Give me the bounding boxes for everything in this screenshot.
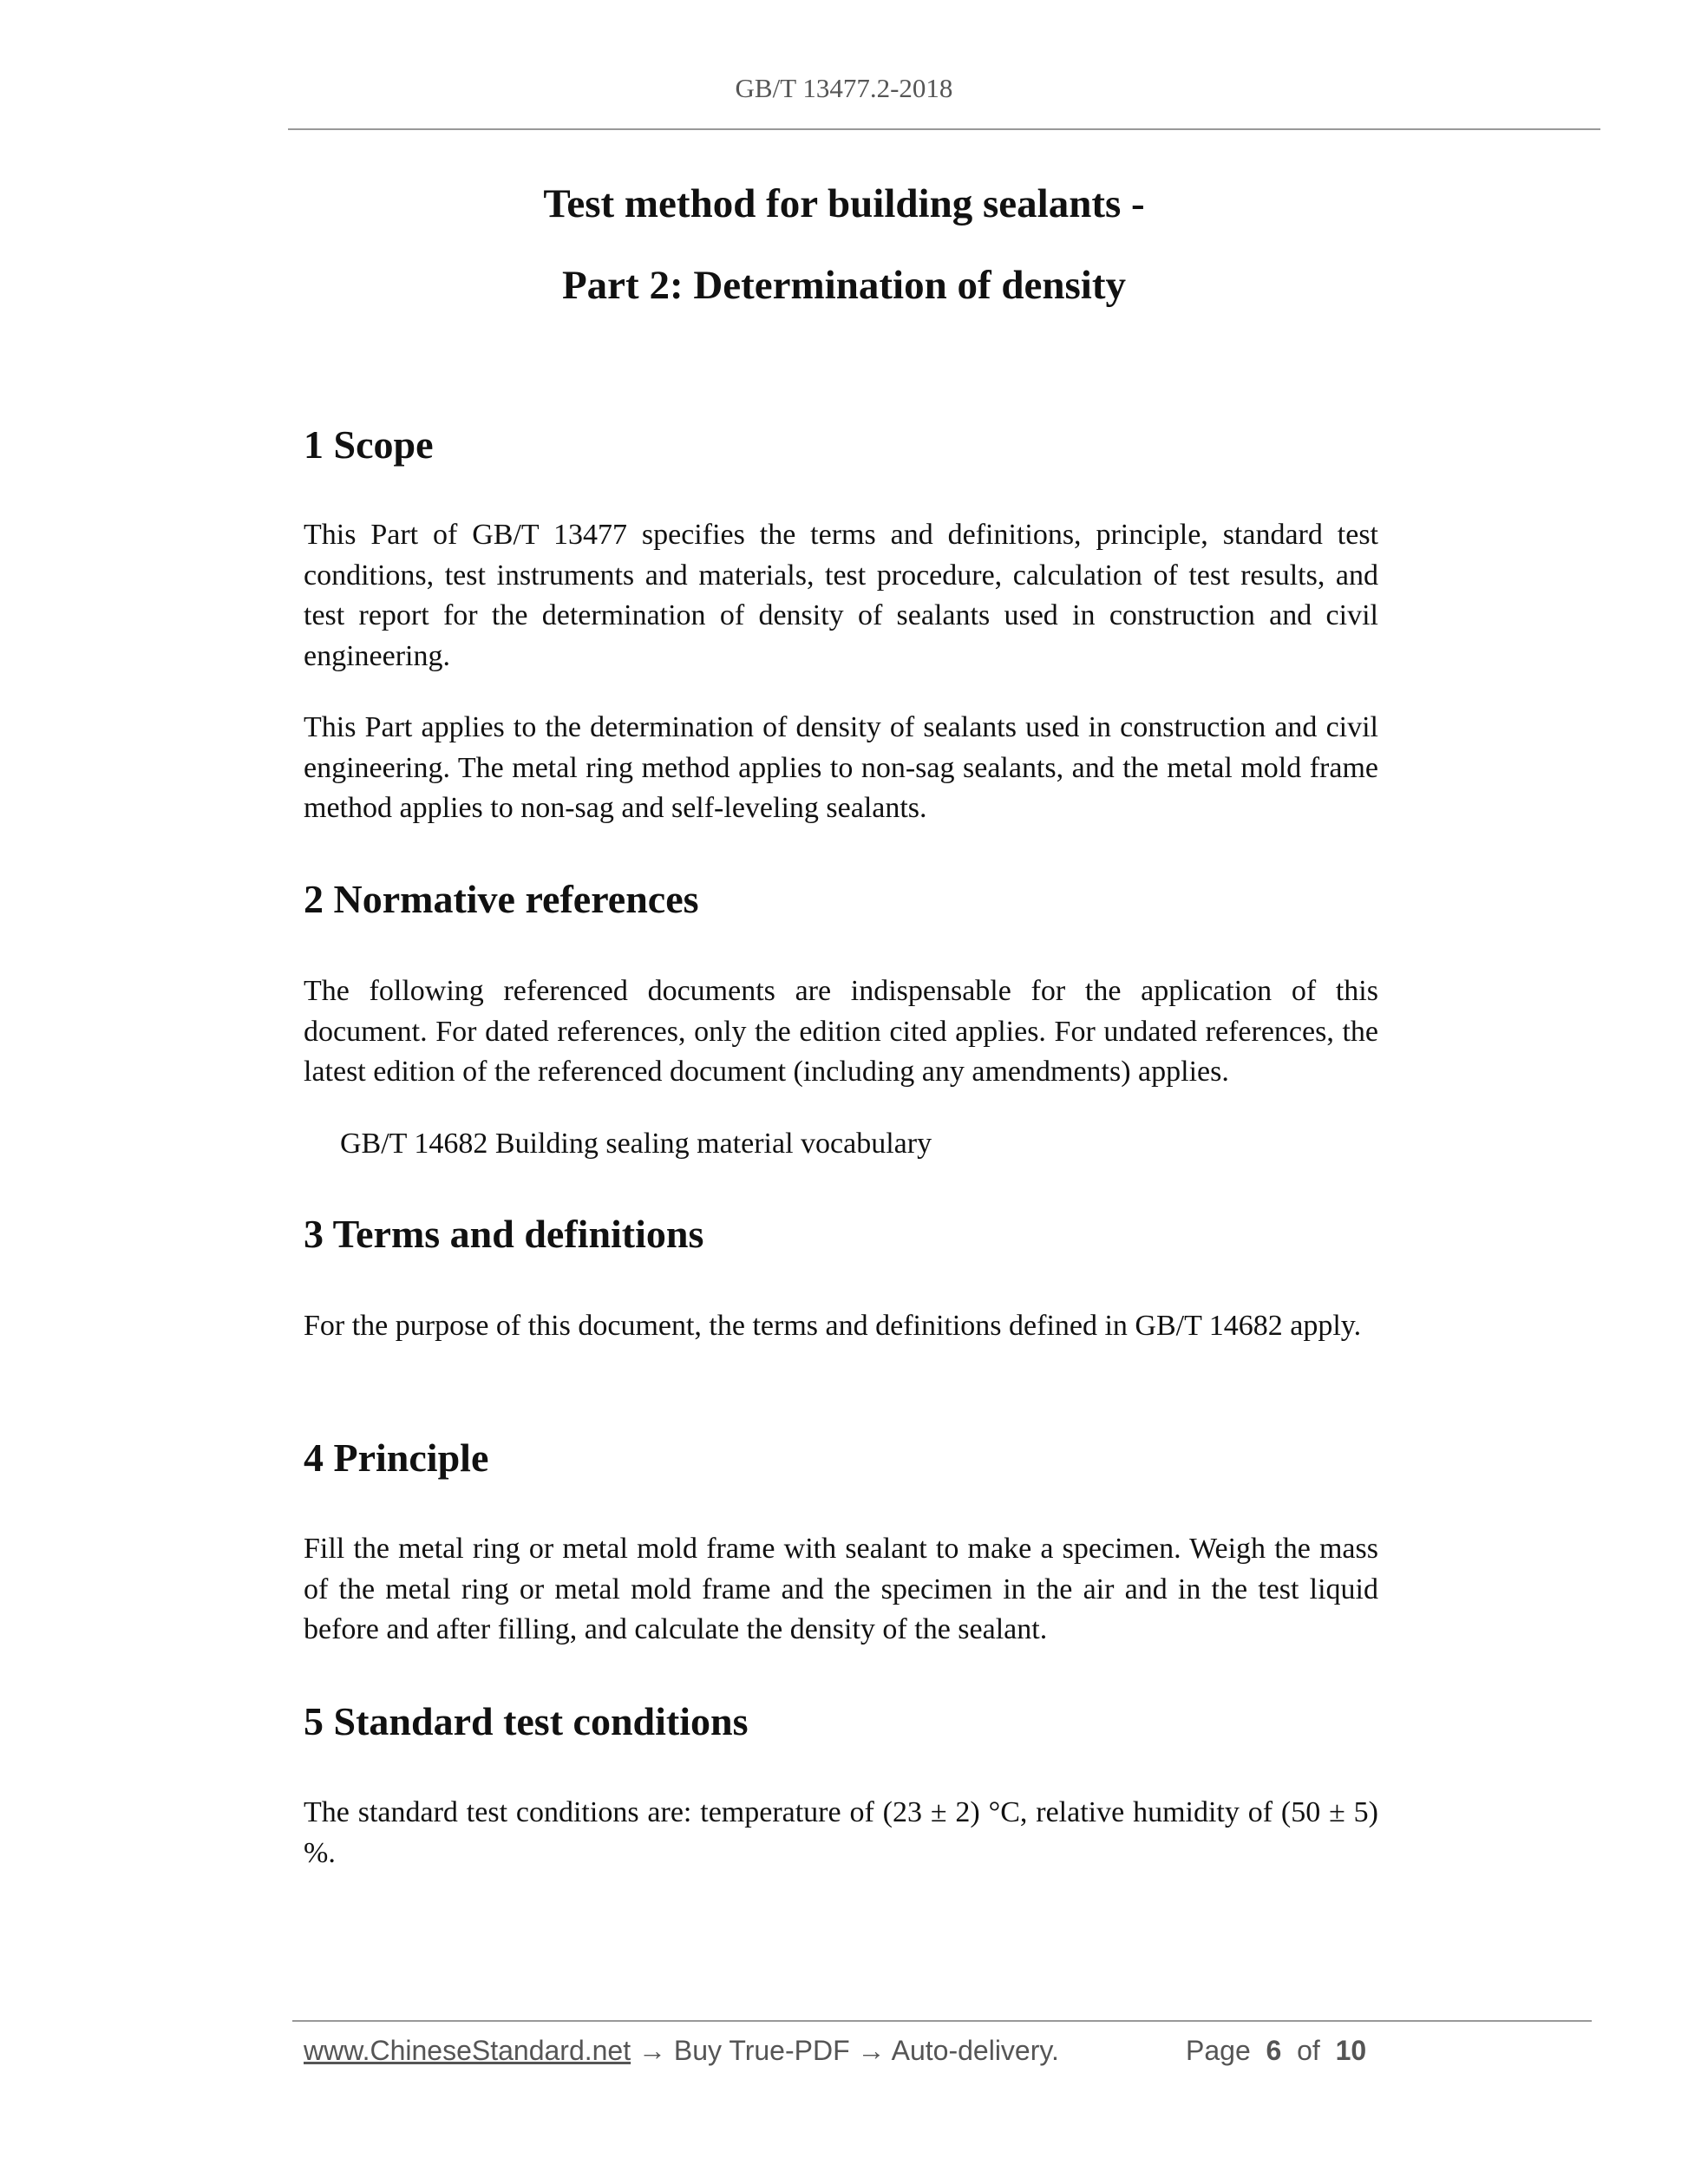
section-heading-normative-references: 2 Normative references xyxy=(304,877,699,921)
page-current: 6 xyxy=(1266,2035,1282,2066)
principle-paragraph: Fill the metal ring or metal mold frame with sealant to make a specimen. Weigh the mass of the metal ring or metal mold frame and the specimen in the air and in the test liquid before and after filling, and calculate the density of the sealant. xyxy=(304,1533,1378,1645)
section-heading-terms: 3 Terms and definitions xyxy=(304,1212,704,1256)
scope-paragraph-1: This Part of GB/T 13477 specifies the terms and definitions, principle, standard test conditions, test instruments and materials, test procedure, calculation of test results, and test report for the determination of density of sealants used in construction and civil engineering. xyxy=(304,519,1378,672)
footer-divider xyxy=(292,2020,1592,2022)
footer-tagline: → Buy True-PDF → Auto-delivery. xyxy=(631,2035,1059,2066)
section-heading-standard-conditions: 5 Standard test conditions xyxy=(304,1699,749,1743)
of-label: of xyxy=(1297,2035,1320,2066)
normative-references-paragraph: The following referenced documents are indispensable for the application of this document. For dated references, only the edition cited applies. For undated references, the latest edition of the referenced document (including any amendments) applies. xyxy=(304,975,1378,1088)
page-indicator xyxy=(1186,2035,1366,2067)
footer-promo xyxy=(304,2035,1059,2067)
section-heading-principle: 4 Principle xyxy=(304,1435,489,1480)
website-link[interactable]: www.ChineseStandard.net xyxy=(304,2035,631,2066)
document-code-header: GB/T 13477.2-2018 xyxy=(735,73,953,103)
scope-paragraph-2: This Part applies to the determination of density of sealants used in construction and civil engineering. The metal ring method applies to non-sag sealants, and the metal mold frame method applies to non-sag and self-leveling sealants. xyxy=(304,711,1378,824)
terms-paragraph: For the purpose of this document, the terms and definitions defined in GB/T 14682 apply. xyxy=(304,1310,1362,1342)
section-heading-scope: 1 Scope xyxy=(304,422,434,467)
title-line-2: Part 2: Determination of density xyxy=(561,263,1127,308)
reference-item: GB/T 14682 Building sealing material vocabulary xyxy=(340,1128,932,1160)
page-total: 10 xyxy=(1335,2035,1367,2066)
standard-conditions-paragraph: The standard test conditions are: temperature of (23 ± 2) °C, relative humidity of (50 ± 5) %. xyxy=(304,1796,1378,1869)
header-divider xyxy=(288,128,1600,130)
page-label: Page xyxy=(1186,2035,1251,2066)
title-line-1: Test method for building sealants - xyxy=(543,181,1145,226)
